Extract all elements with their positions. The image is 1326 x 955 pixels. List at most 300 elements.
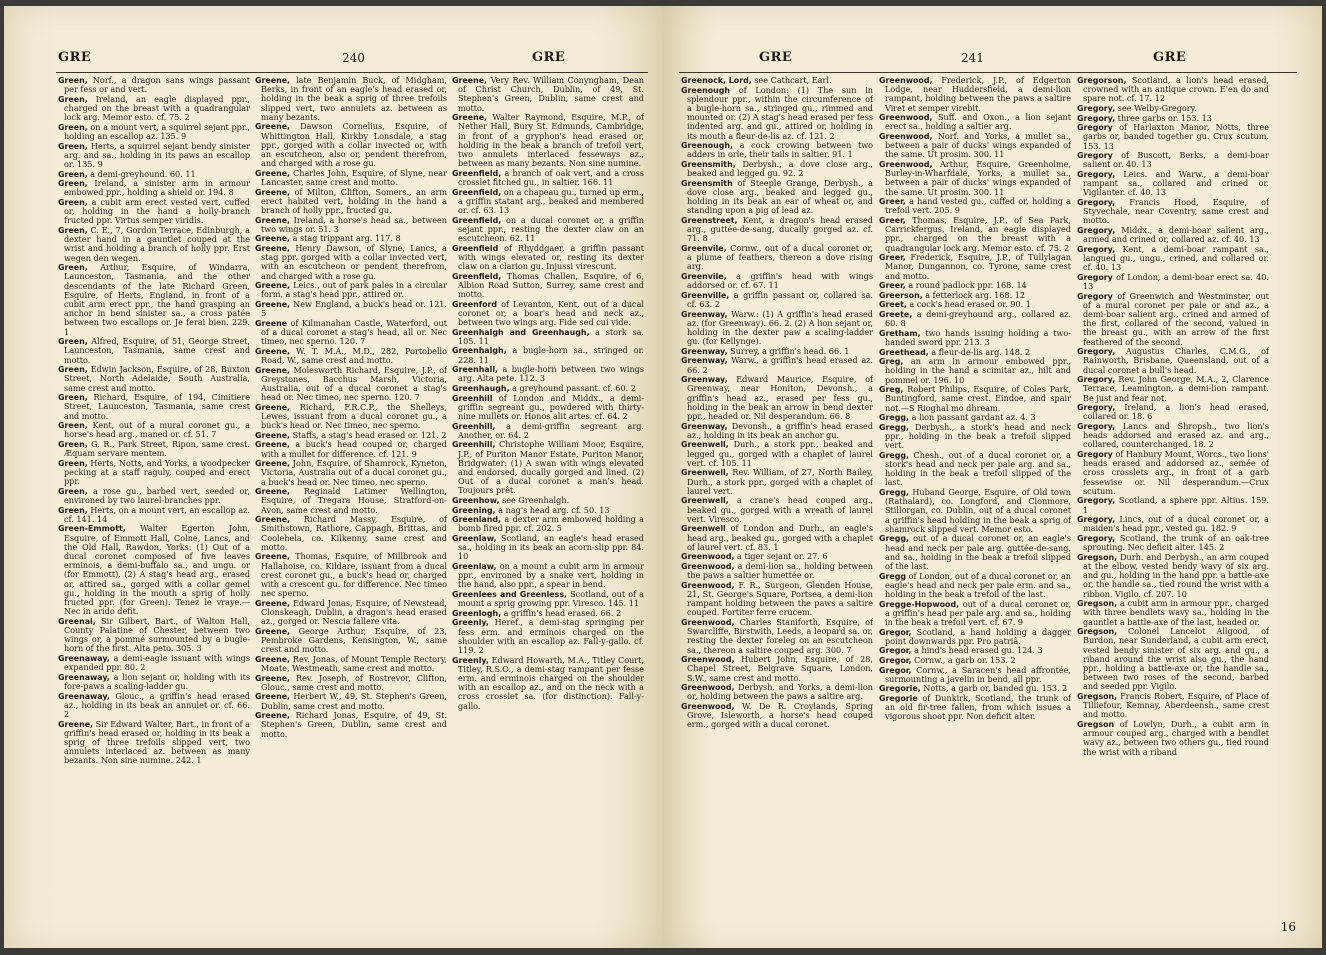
entry-text: of Rhyddgaer, a griffin passant with wings elevated or, resting its dexter claw on a clarion gu. Injussi virescunt. — [458, 242, 644, 272]
entry-text: Devonsh., a griffin's head erased az., holding in its beak an anchor gu. — [687, 420, 873, 440]
dictionary-entry — [58, 95, 250, 123]
entry-headword: Greenwell, — [681, 496, 729, 506]
dictionary-entry — [255, 552, 447, 598]
entry-headword: Green, — [58, 225, 88, 235]
dictionary-entry — [452, 534, 644, 562]
entry-text: Walter Raymond, Esquire, M.P., of Nether Hall, Bury St. Edmunds, Cambridge, in front of a gryphon's head erased or, holding in the beak a branch of trefoil vert, two annulets interlaced fesseways az., between as many bezants. Non sine numine. — [458, 112, 644, 169]
dictionary-entry — [58, 393, 250, 421]
entry-headword: Gregg, — [879, 487, 910, 497]
entry-headword: Greenhill — [452, 393, 493, 403]
dictionary-entry — [681, 272, 873, 290]
dictionary-entry — [681, 375, 873, 421]
entry-headword: Greene, — [255, 692, 291, 702]
dictionary-entry — [58, 440, 250, 458]
entry-headword: Greensmith, — [681, 160, 736, 169]
entry-text: a griffin's head erased. 66. 2 — [501, 607, 622, 618]
entry-text: Sir Edward Walter, Bart., in front of a griffin's head erased or, holding in its beak a sprig of three trefoils slipped vert, two annulets interlaced az. between as many bezants. Non sine numine. 242. 1 — [64, 718, 250, 766]
entry-headword: Greenwood, — [681, 655, 735, 665]
entry-text: a cock crowing between two adders in orle, their tails in saltier. 91. 1 — [687, 140, 873, 160]
entry-text: of London, out of a ducal coronet or, an eagle's head and neck per pale erm. and sa., holding in the beak a trefoil of the last. — [885, 570, 1071, 599]
entry-headword: Greenlees and Greenless, — [452, 589, 568, 599]
dictionary-entry — [58, 506, 250, 524]
entry-headword: Greete, — [879, 309, 913, 319]
entry-headword: Gregor, — [879, 627, 912, 637]
running-head-right: GRE — [1153, 50, 1187, 65]
dictionary-entry — [1077, 226, 1269, 244]
entry-text: Cornw., a garb or. 153. 2 — [911, 654, 1016, 665]
entry-text: three garbs or. 153. 13 — [1115, 112, 1212, 123]
dictionary-entry — [681, 310, 873, 347]
dictionary-entry — [1077, 627, 1269, 691]
entry-text: of Buscott, Berks, a demi-boar salient or. 40. 13 — [1083, 150, 1269, 170]
entry-text: a hind's head erased gu. 124. 3 — [911, 645, 1043, 656]
dictionary-entry — [255, 627, 447, 655]
entry-headword: Greenhaugh, — [452, 384, 510, 393]
entry-text: Norf., a dragon sans wings passant per fess or and vert. — [64, 76, 250, 95]
dictionary-entry — [681, 291, 873, 309]
entry-headword: Greene, — [255, 487, 291, 497]
dictionary-entry — [681, 440, 873, 468]
entry-headword: Gregg, — [879, 413, 910, 423]
entry-headword: Greenvile, — [681, 244, 727, 253]
dictionary-entry — [1077, 170, 1269, 198]
entry-headword: Greene, — [255, 552, 291, 562]
entry-text: Colonel Lancelot Allgood, of Burdon, near Sunderland, a cubit arm erect, vested bendy sinister of six arg. and gu., a riband around the wrist also gu., the hand ppr., holding a battle-axe or, the handle sa., between two roses of the second, barbed and seeded ppr. Vigilo. — [1083, 626, 1269, 692]
dictionary-entry — [255, 122, 447, 168]
entry-headword: Green, — [58, 337, 88, 347]
left-page — [4, 6, 663, 948]
entry-text: Scotland, a hand holding a dagger point downwards ppr. Pro patriâ. — [885, 626, 1071, 646]
entry-headword: Greenway, — [681, 346, 728, 356]
dictionary-entry — [681, 702, 873, 730]
entry-headword: Greenfield — [452, 243, 499, 253]
entry-headword: Greerson, — [879, 290, 923, 300]
entry-text: Very Rev. William Conyngham, Dean of Christ Church, Dublin, of 49, St. Stephen's Green, Dublin, same crest and motto. — [458, 76, 644, 113]
entry-text: Edwin Jackson, Esquire, of 28, Buxton Street, North Adelaide, South Australia, same crest and motto. — [64, 364, 250, 393]
entry-text: Charles Staniforth, Esquire, of Swarcliffe, Birstwith, Leeds, a leopard sa. or, resting the dexter foreleg on an escutcheon sa., thereon a saltire couped arg. 300. 7 — [687, 616, 873, 655]
signature-folio: 16 — [1280, 920, 1296, 934]
entry-headword: Greenwood, — [681, 617, 735, 627]
entry-headword: Greene, — [255, 711, 291, 721]
entry-text: Notts, a garb or, banded gu. 153. 2 — [920, 683, 1068, 694]
dictionary-entry — [255, 169, 447, 187]
entry-text: Heref., a demi-stag springing per fess erm. and erminois charged on the shoulder with an escallop az. Fall-y-gallo. cf. 119. 2 — [458, 617, 644, 655]
dictionary-entry — [1077, 403, 1269, 421]
dictionary-entry — [58, 654, 250, 672]
entry-headword: Green-Emmott, — [58, 524, 126, 534]
dictionary-entry — [452, 394, 644, 422]
entry-headword: Greenfield, — [452, 187, 502, 197]
entry-text: Kent, out of a mural coronet gu., a horse's head arg., maned or. cf. 51. 7 — [64, 420, 250, 440]
dictionary-entry — [1077, 720, 1269, 757]
dictionary-entry — [58, 421, 250, 439]
entry-text: Rev. John George, M.A., 2, Clarence Terrace, Leamington, a demi-lion rampant. Be just and fear not. — [1083, 374, 1269, 403]
entry-headword: Greenford — [452, 299, 498, 309]
dictionary-entry — [879, 216, 1071, 253]
entry-text: Herts, on a mount vert, an escallop az. cf. 141. 14 — [64, 504, 250, 524]
dictionary-entry — [255, 188, 447, 216]
entry-text: a demi-eagle issuant with wings expanded ppr. 80. 2 — [64, 653, 250, 673]
entry-text: Molesworth Richard, Esquire, J.P., of Greystones, Bacchus Marsh, Victoria, Australia, out of a ducal coronet a stag's head or. Nec timeo, nec sperno. 120. 7 — [261, 364, 447, 403]
entry-headword: Greenwood, — [879, 160, 933, 169]
entry-text: Lincs, out of a ducal coronet or, a maiden's head ppr., vested gu. 182. 9 — [1083, 514, 1269, 534]
dictionary-entry — [452, 216, 644, 244]
entry-text: on a mount a cubit arm in armour ppr., environed by a snake vert, holding in the hand, also ppr., a spear in bend. — [458, 560, 644, 590]
entry-text: Robert Philips, Esquire, of Coles Park, Buntingford, same crest. Eindoe, and spair not.—S Rioghal mo dhream. — [885, 384, 1071, 413]
entry-text: of London, a demi-boar erect sa. 40. 13 — [1083, 271, 1269, 291]
dictionary-entry — [879, 600, 1071, 628]
dictionary-entry — [255, 515, 447, 552]
entry-headword: Gregory, — [1077, 421, 1116, 431]
dictionary-entry — [452, 422, 644, 440]
entry-text: Walter Egerton John, Esquire, of Emmott Hall, Colne, Lancs, and the Old Hall, Rawdon, Yorks: (1) Out of a ducal coronet composed of five leaves erminois, a demi-buffalo sa., and ungu. or (for Emmott). (2) A stag's head arg., erased or, attired sa., gorged with a collar gemel gu., holding in the mouth a sprig of holly fructed ppr. (for Green). Tenez le vraye.—Nec in arido defit. — [64, 523, 250, 617]
running-head-left: GRE — [759, 50, 793, 65]
column — [58, 76, 250, 936]
entry-text: Rev. Joseph, of Rostrevor, Clifton, Glouc., same crest and motto. — [261, 672, 447, 692]
entry-headword: Greet, — [879, 300, 907, 310]
entry-text: Reginald Latimer Wellington, Esquire, of Tregara House, Stratford-on-Avon, same crest and motto. — [261, 486, 447, 515]
entry-text: Arthur, Esquire, Greenholme, Burley-in-Wharfdale, Yorks, a mullet sa., between a pair of ducks' wings expanded of the same. Ut prosim. 300. 11 — [885, 159, 1071, 197]
entry-text: of Harlaxton Manor, Notts, three garbs or, banded together gu. Crux scutum. 153. 13 — [1083, 122, 1269, 151]
entry-headword: Gregson, — [1077, 552, 1118, 562]
entry-headword: Greethead, — [879, 347, 929, 357]
entry-headword: Gregory — [1077, 449, 1113, 459]
dictionary-entry — [879, 534, 1071, 571]
dictionary-entry — [1077, 76, 1269, 104]
entry-headword: Greenfield, — [452, 168, 502, 178]
entry-text: Scotland, the trunk of an oak-tree sprouting. Nec deficit alter. 145. 2 — [1083, 532, 1269, 553]
entry-text: late Benjamin Buck, of Midgham, Berks, in front of an eagle's head erased or, holding in the beak a sprig of three trefoils slipped vert, two annulets az. between as many bezants. — [261, 76, 447, 122]
entry-text: Ireland, a sinister arm in armour embowed ppr., holding a shield or. 194. 8 — [64, 178, 250, 198]
entry-headword: Greenlaw, — [452, 533, 497, 543]
dictionary-entry — [452, 272, 644, 300]
entry-headword: Greg, — [879, 385, 904, 395]
entry-headword: Greenock, Lord, — [681, 76, 752, 85]
dictionary-entry — [58, 123, 250, 141]
entry-text: a greyhound passant. cf. 60. 2 — [509, 383, 636, 393]
entry-text: a crane's head couped arg., beaked gu., gorged with a wreath of laurel vert. Viresco. — [687, 495, 873, 524]
entry-text: Scotland, a lion's head erased, crowned with an antique crown. E'en do and spare not. cf. 17. 12 — [1083, 76, 1269, 104]
dictionary-entry — [58, 487, 250, 505]
entry-headword: Greene, — [255, 244, 291, 253]
entry-headword: Greenly, — [452, 655, 489, 665]
dictionary-entry — [255, 459, 447, 487]
entry-text: Leics., out of park pales in a circular form, a stag's head ppr., attired or. — [261, 280, 447, 300]
entry-headword: Greene, — [58, 719, 94, 729]
dictionary-entry — [452, 300, 644, 328]
entry-headword: Gregg — [879, 571, 907, 581]
entry-headword: Gregory, — [1077, 403, 1116, 413]
dictionary-entry — [879, 357, 1071, 385]
dictionary-entry — [452, 328, 644, 346]
dictionary-entry — [681, 496, 873, 524]
right-page — [663, 6, 1322, 948]
entry-headword: Greene, — [255, 402, 291, 412]
entry-text: a stag trippant arg. 117. 8 — [290, 233, 401, 244]
entry-headword: Greene, — [255, 598, 291, 608]
entry-headword: Greenhall, — [452, 365, 499, 375]
entry-text: Middx., a demi-boar salient arg., armed and crined or, collared az. cf. 40. 13 — [1083, 224, 1269, 245]
entry-text: of Dunkirk, Scotland, the trunk of an old fir-tree fallen, from which issues a vigorous shoot ppr. Non deficit alter. — [885, 692, 1071, 722]
entry-text: Thomas Challen, Esquire, of 6, Albion Road Sutton, Surrey, same crest and motto. — [458, 270, 644, 300]
entry-text: a cock's head erased or. 90. 1 — [906, 299, 1031, 310]
entry-headword: Greene, — [255, 515, 291, 525]
entry-headword: Greene, — [255, 187, 291, 197]
entry-headword: Greenly, — [452, 618, 489, 628]
entry-headword: Green, — [58, 421, 88, 431]
entry-text: Suff. and Oxon., a lion sejant erect sa., holding a saltier arg. — [885, 112, 1071, 132]
entry-text: of Greenwich and Westminster, out of a mural coronet per pale or and az., a demi-boar salient arg., crined and armed of the first, collared of the second, valued in the breast gu., with an arrow of the first feathered of the second. — [1083, 290, 1269, 347]
entry-headword: Greer, — [879, 281, 906, 291]
dictionary-entry — [58, 263, 250, 337]
dictionary-entry — [452, 365, 644, 383]
dictionary-entry — [255, 244, 447, 281]
dictionary-entry — [879, 310, 1071, 328]
dictionary-entry — [681, 244, 873, 272]
entry-headword: Greenal, — [58, 616, 96, 626]
entry-headword: Greenwell, — [681, 468, 729, 478]
entry-text: Frederick, J.P., of Edgerton Lodge, near Huddersfield, a demi-lion rampant, holding between the paws a saltire Viret et semper virebit. — [885, 76, 1071, 113]
entry-text: Staffs, a stag's head erased or. 121. 2 — [290, 429, 447, 440]
entry-text: see Greenhalgh. — [499, 495, 570, 505]
entry-headword: Greenaway, — [58, 654, 110, 664]
entry-text: a bugle-horn sa., stringed or. 228. 11 — [458, 345, 644, 365]
column — [452, 76, 644, 936]
dictionary-entry — [452, 346, 644, 364]
entry-headword: Greenwood, — [681, 683, 735, 693]
entry-headword: Greenhow, — [452, 496, 500, 505]
entry-headword: Greenwood, — [681, 701, 735, 711]
entry-headword: Gregory, — [1077, 104, 1116, 113]
dictionary-entry — [255, 403, 447, 431]
dictionary-entry — [255, 347, 447, 365]
dictionary-entry — [58, 720, 250, 766]
entry-headword: Greenhalgh, — [452, 346, 507, 356]
entry-headword: Greenhill, — [452, 421, 496, 431]
entry-headword: Gregory, — [1077, 375, 1116, 385]
entry-text: a demi-lion sa., holding between the paws a saltier humettée or. — [687, 560, 873, 581]
entry-headword: Greenland, — [452, 515, 501, 525]
dictionary-entry — [452, 515, 644, 533]
dictionary-entry — [1077, 515, 1269, 533]
entry-text: Arthur, Esquire, of Windarra, Launceston, Tasmania, and the other descendants of the late Richard Green, Esquire, of Herts, England, in front of a cubit arm erect ppr., the hand grasping an anchor in bend sinister sa., a cross patée between two escallops or. Je ferai bien. 229. 1 — [64, 262, 250, 337]
entry-headword: Green, — [58, 458, 88, 468]
entry-text: G. R., Park Street, Ripon, same crest. Æquam servare mentem. — [64, 439, 250, 459]
entry-headword: Greene, — [255, 430, 291, 440]
entry-text: a demi-greyhound. 60. 11 — [87, 168, 196, 179]
dictionary-entry — [255, 655, 447, 673]
entry-headword: Greene, — [255, 168, 291, 178]
entry-text: Herts, a squirrel sejant bendy sinister arg. and sa., holding in its paws an escallop or. 135. 9 — [64, 140, 250, 169]
entry-headword: Greene — [255, 318, 288, 328]
entry-text: Warw.: (1) A griffin's head erased az. (for Greenway). 66. 2. (2) A lion sejant or, holding in the dexter paw a scaling-ladder gu. (for Kellynge). — [687, 308, 873, 347]
running-head-left: GRE — [58, 50, 92, 65]
dictionary-entry — [255, 76, 447, 122]
entry-headword: Greene, — [255, 346, 291, 356]
entry-text: Rev. William, of 27, North Bailey, Durh., a stork ppr., gorged with a chaplet of laurel vert. — [687, 467, 873, 496]
entry-headword: Greenhill, — [452, 440, 496, 450]
entry-text: of Hanbury Mount, Worcs., two lions' heads erased and addorsed az., semée of cross crosslets arg., in front of a garb fessewise or. Nil desperandum.—Crux scutum. — [1083, 448, 1269, 496]
entry-headword: Greenstreet, — [681, 216, 738, 225]
entry-text: Huband George, Esquire, of Old town (Rathalard), co. Longford, and Clonmore, Stillorgan, co. Dublin, out of a ducal coronet a griffin's head holding in the beak a sprig of shamrock slipped vert. Memor esto. — [885, 486, 1071, 534]
entry-text: Sir Gilbert, Bart., of Walton Hall, County Palatine of Chester, between two wings or, a pommé surmounted by a bugle-horn of the first. Alta peto. 305. 3 — [64, 615, 250, 654]
entry-text: on a chapeau gu., turned up erm., a griffin statant arg., beaked and membered or. cf. 63. 13 — [458, 186, 644, 216]
entry-text: Durh. and Derbysh., an arm couped at the elbow, vested bendy wavy of six arg. and gu., holding in the hand ppr. a battle-axe or, the handle sa., tied round the wrist with a ribbon. Vigilo. cf. 207. 10 — [1083, 551, 1269, 599]
dictionary-entry — [1077, 496, 1269, 514]
dictionary-entry — [879, 253, 1071, 281]
entry-text: Scotland, a sphere ppr. Altius. 159. 1 — [1083, 495, 1269, 515]
entry-headword: Gregorson, — [1077, 76, 1127, 85]
entry-headword: Gregorie — [879, 693, 918, 703]
entry-headword: Greer, — [879, 197, 906, 207]
dictionary-entry — [681, 562, 873, 580]
entry-text: Herts, Notts, and Yorks, a woodpecker pecking at a staff raguly, couped and erect ppr. — [64, 457, 250, 487]
entry-text: Scotland, an eagle's head erased sa., holding in its beak an acorn-slip ppr. 84. 10 — [458, 532, 644, 562]
entry-text: an arm in armour embowed ppr., holding in the hand a scimitar az., hilt and pommel or. 196. 10 — [885, 356, 1071, 385]
entry-text: Richard, Esquire, of 194, Cimitiere Street, Launceston, Tasmania, same crest and motto. — [64, 392, 250, 421]
entry-headword: Gregory, — [1077, 225, 1116, 235]
dictionary-entry — [879, 488, 1071, 534]
dictionary-entry — [452, 590, 644, 608]
entry-text: of London and Durh., an eagle's head arg., beaked gu., gorged with a chaplet of laurel vert. cf. 83. 1 — [687, 523, 873, 552]
dictionary-entry — [58, 179, 250, 197]
entry-text: two hands issuing holding a two-handed sword ppr. 213. 3 — [885, 327, 1071, 347]
entry-text: Norf. and Yorks, a mullet sa., between a pair of ducks' wings expanded of the same. Ut prosim. 300. 11 — [885, 131, 1071, 160]
entry-text: Henry Dawson, of Slyne, Lancs, a stag ppr. gorged with a collar invected vert, with an escutcheon or pendent therefrom, and charged with a rose gu. — [261, 243, 447, 281]
entry-headword: Gregory, — [1077, 347, 1116, 357]
entry-text: Durh., a stork ppr., beaked and legged gu., gorged with a chaplet of laurel vert. cf. 105. 11 — [687, 439, 873, 468]
entry-headword: Greenough — [681, 85, 730, 95]
entry-text: Thomas, Esquire, J.P., of Sea Park, Carrickfergus, Ireland, an eagle displayed ppr., charged on the breast with a quadrangular lock arg. Memor esto. cf. 75. 2 — [885, 215, 1071, 253]
entry-headword: Green, — [58, 505, 88, 515]
dictionary-entry — [452, 113, 644, 168]
entry-text: Hubert John, Esquire, of 28, Chapel Street, Belgrave Square, London, S.W., same crest and motto. — [687, 654, 873, 683]
dictionary-entry — [681, 581, 873, 618]
dictionary-entry — [879, 113, 1071, 131]
dictionary-entry — [255, 711, 447, 739]
entry-text: Lancs and Shropsh., two lion's heads addorsed and erased az. and arg., collared, counterchanged. 18. 2 — [1083, 420, 1269, 450]
entry-text: a bugle-horn between two wings arg. Alta pete. 112. 3 — [458, 364, 644, 384]
entry-text: a cubit arm erect vested vert, cuffed or, holding in the hand a holly-branch fructed ppr. Virtus semper viridis. — [64, 196, 250, 226]
entry-text: a demi-griffin segreant arg. Another, or. 64. 2 — [458, 420, 644, 440]
entry-headword: Greene, — [255, 440, 291, 450]
entry-text: see Cathcart, Earl. — [751, 76, 832, 85]
entry-text: Christophe William Moor, Esquire, J.P., of Puriton Manor Estate, Puriton Manor, Bridgwater: (1) A swan with wings elevated and endorsed, ducally gorged and lined. (2) Out of a ducal coronet a man's head. Toujours prêt. — [458, 439, 644, 496]
entry-text: Leics. and Warw., a demi-boar rampant sa., collared and crined or. Vigilanter. cf. 40. 13 — [1083, 168, 1269, 198]
entry-headword: Greene, — [255, 281, 291, 291]
entry-headword: Greene, — [255, 654, 291, 664]
entry-text: Chesh., out of a ducal coronet or, a stork's head and neck per pale arg. and sa., holding in the beak a trefoil slipped of the last. — [885, 449, 1071, 488]
entry-text: Herbert W., 49, St. Stephen's Green, Dublin, same crest and motto. — [261, 691, 447, 711]
entry-text: Frederick, Esquire, J.P., of Tullylagan Manor, Dungannon, co. Tyrone, same crest and motto. — [885, 252, 1071, 281]
entry-text: W. De R. Croylands, Spring Grove, Isleworth, a horse's head couped erm., gorged with a ducal coronet. — [687, 700, 873, 730]
dictionary-entry — [452, 618, 644, 655]
dictionary-entry — [681, 683, 873, 701]
column — [255, 76, 447, 936]
entry-text: out of a ducal coronet or, a griffin's head per pale arg. and sa., holding in the beak a trefoil vert. cf. 67. 9 — [885, 598, 1071, 627]
entry-headword: Green, — [58, 94, 88, 104]
dictionary-entry — [879, 572, 1071, 600]
entry-headword: Gregor, — [879, 665, 912, 675]
entry-text: Kent, a dragon's head erased arg., guttée-de-sang, ducally gorged az. cf. 71. 8 — [687, 215, 873, 244]
entry-headword: Green, — [58, 122, 88, 132]
dictionary-entry — [58, 142, 250, 170]
entry-headword: Greenwood, — [879, 113, 933, 123]
entry-text: of Milton, Clifton, Somers., an arm erect habited vert, holding in the hand a branch of holly ppr., fructed gu. — [261, 186, 447, 216]
entry-headword: Gregson, — [1077, 627, 1118, 637]
entry-text: Surrey, a griffin's head. 66. 1 — [727, 345, 850, 356]
entry-text: on a ducal coronet or, a griffin sejant ppr., resting the dexter claw on an escutcheon. 62. 11 — [458, 214, 644, 244]
entry-text: Ireland, an eagle displayed ppr., charged on the breast with a quadrangular lock arg. Memor esto. cf. 75. 2 — [64, 93, 250, 123]
dictionary-entry — [681, 468, 873, 496]
entry-text: a tiger sejant or. 27. 6 — [734, 551, 828, 562]
entry-headword: Greene, — [452, 76, 488, 85]
dictionary-entry — [681, 655, 873, 683]
entry-text: see Welby-Gregory. — [1115, 103, 1197, 113]
entry-headword: Green, — [58, 169, 88, 179]
entry-text: a griffin passant or, collared sa. cf. 63. 2 — [687, 289, 873, 309]
entry-headword: Gregory, — [1077, 113, 1116, 123]
entry-headword: Gregory, — [1077, 533, 1116, 543]
entry-headword: Greenwood, — [879, 76, 933, 85]
entry-text: a griffin's head with wings addorsed or. cf. 67. 11 — [687, 271, 873, 291]
entry-text: a dexter arm embowed holding a bomb fired ppr. cf. 202. 5 — [458, 514, 644, 534]
entry-headword: Greenway, — [681, 375, 728, 385]
dictionary-entry — [58, 76, 250, 94]
entry-headword: Greene, — [255, 626, 291, 636]
entry-text: a fetterlock arg. 168. 12 — [922, 289, 1026, 300]
entry-text: Francis Robert, Esquire, of Place of Tilliefour, Kemnay, Aberdeensh., same crest and motto. — [1083, 691, 1269, 720]
dictionary-entry — [452, 188, 644, 216]
dictionary-entry — [681, 86, 873, 141]
entry-headword: Gregory, — [1077, 169, 1116, 179]
dictionary-entry — [255, 674, 447, 692]
dictionary-entry — [879, 385, 1071, 413]
entry-headword: Greg, — [879, 357, 904, 367]
entry-text: of Levanton, Kent, out of a ducal coronet or, a boar's head and neck az., between two wings arg. Fide sed cui vide. — [458, 298, 644, 328]
entry-text: Dawson Cornelius, Esquire, of Whittington Hall, Kirkby Lonsdale, a stag ppr., gorged with a collar invected or, with an escutcheon, also or, pendent therefrom, and charged with a rose gu. — [261, 121, 447, 169]
entry-headword: Greenlogh, — [452, 608, 502, 618]
entry-headword: Greer, — [879, 253, 906, 263]
entry-headword: Green, — [58, 393, 88, 403]
entry-text: a buck's head couped or, charged with a mullet for difference. cf. 121. 9 — [261, 439, 447, 459]
entry-headword: Gregg, — [879, 534, 910, 544]
dictionary-entry — [58, 617, 250, 654]
dictionary-entry — [255, 440, 447, 458]
entry-text: Charles John, Esquire, of Slyne, near Lancaster, same crest and motto. — [261, 167, 447, 188]
entry-headword: Greenwell, — [681, 440, 729, 450]
entry-headword: Gregg, — [879, 450, 910, 460]
dictionary-entry — [58, 198, 250, 226]
entry-text: F. R., Surgeon, Glenden House, 21, St. George's Square, Portsea, a demi-lion rampant holding between the paws a saltire couped. Fortiter ferre crucem. — [687, 579, 873, 618]
entry-text: George Arthur, Esquire, of 23, Pembroke Gardens, Kensington, W., same crest and motto. — [261, 625, 447, 655]
entry-headword: Gregory, — [1077, 244, 1116, 254]
header-rule — [679, 72, 1297, 73]
entry-headword: Gregg, — [879, 422, 910, 432]
entry-headword: Greenaway, — [58, 672, 110, 682]
dictionary-entry — [255, 300, 447, 318]
entry-headword: Green, — [58, 365, 88, 375]
dictionary-entry — [681, 422, 873, 440]
dictionary-entry — [1077, 123, 1269, 151]
entry-text: a rose gu., barbed vert, seeded or, environed by two laurel-branches ppr. — [64, 485, 250, 505]
dictionary-entry — [452, 76, 644, 113]
entry-text: of Steeple Grange, Derbysh., a dove close arg., beaked and legged gu., holding in its beak an ear of wheat or, and standing upon a pig of lead az. — [687, 177, 873, 216]
dictionary-entry — [879, 451, 1071, 488]
entry-headword: Greenhalgh and Greenhaugh, — [452, 327, 590, 337]
entry-text: a round padlock ppr. 168. 14 — [905, 280, 1027, 291]
entry-text: Cornw., out of a ducal coronet or, a plume of feathers, thereon a dove rising arg. — [687, 243, 873, 272]
